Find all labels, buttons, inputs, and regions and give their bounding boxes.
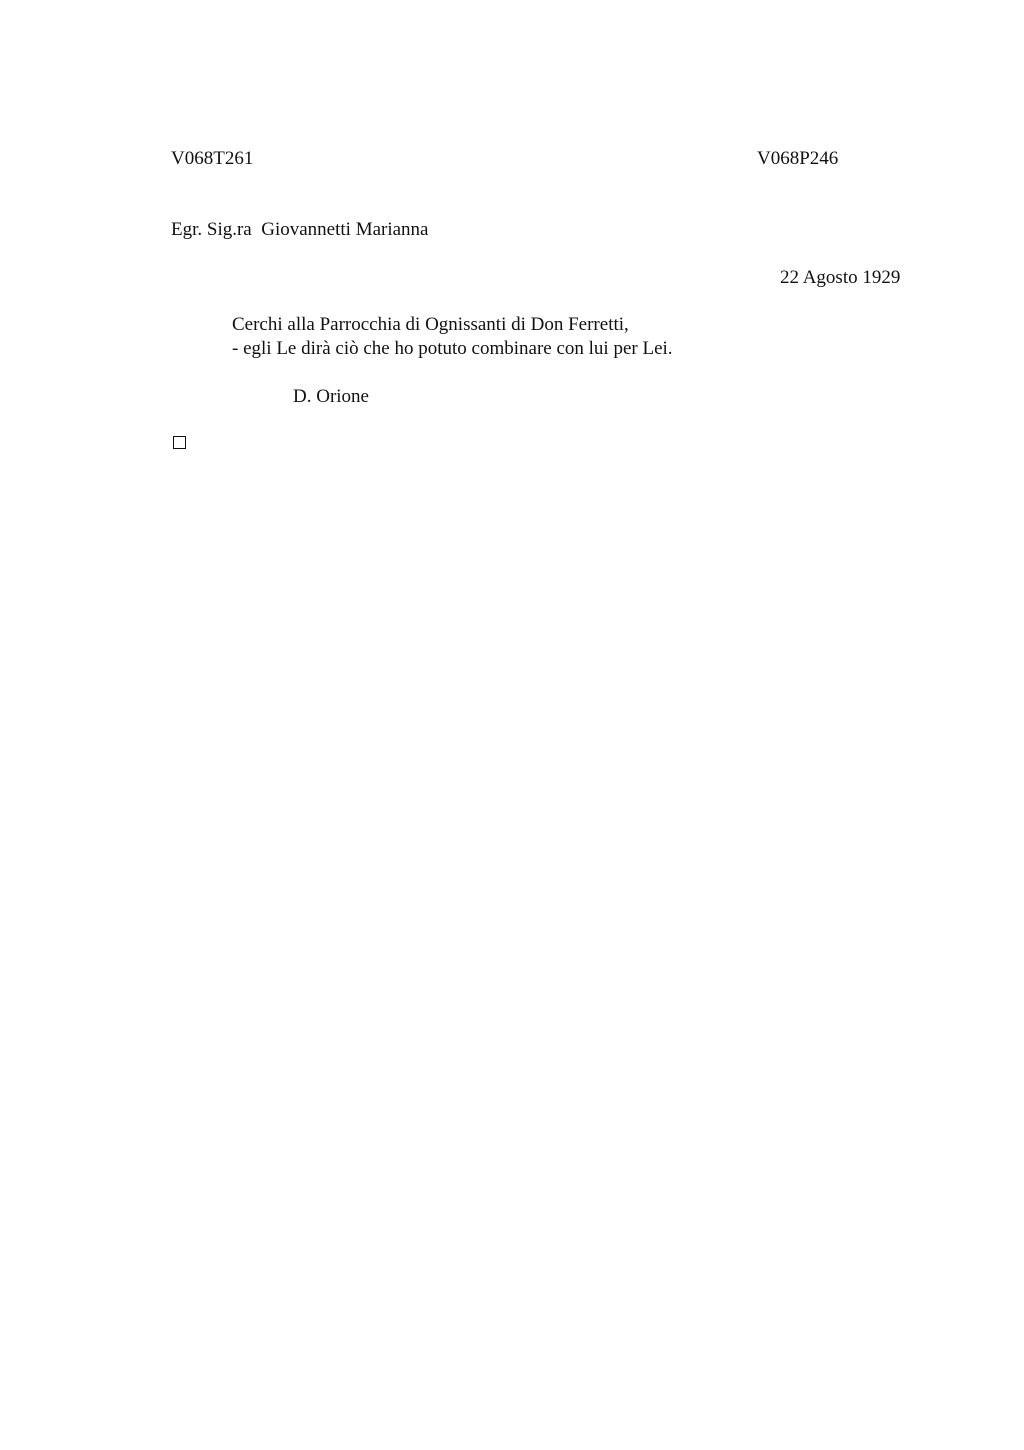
letter-signature: D. Orione bbox=[293, 386, 369, 407]
letter-body-line: - egli Le dirà ciò che ho potuto combinare con lui per Lei. bbox=[232, 338, 673, 359]
document-code-right: V068P246 bbox=[757, 148, 839, 169]
document-code-left: V068T261 bbox=[171, 148, 254, 169]
empty-square-icon bbox=[173, 436, 186, 449]
letter-body-line: Cerchi alla Parrocchia di Ognissanti di Don Ferretti, bbox=[232, 314, 629, 335]
letter-date: 22 Agosto 1929 bbox=[780, 267, 901, 288]
letter-recipient: Egr. Sig.ra Giovannetti Marianna bbox=[171, 219, 429, 240]
